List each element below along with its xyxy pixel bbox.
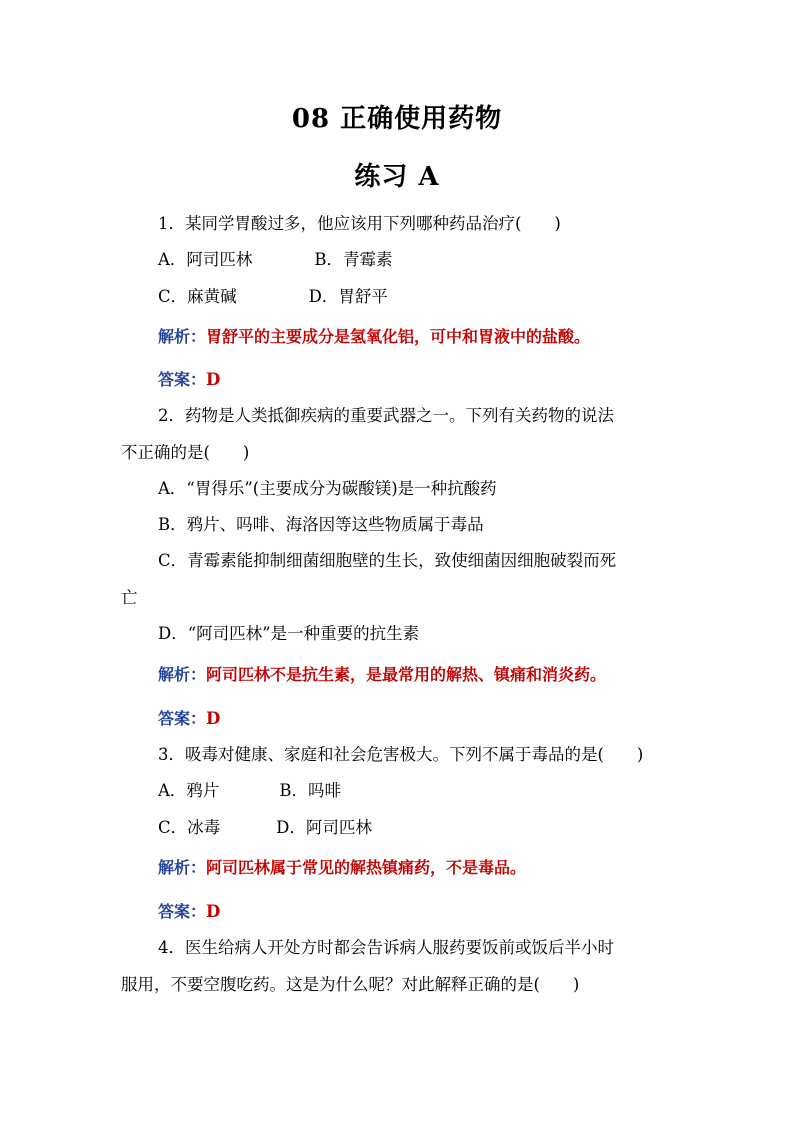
q3-answer <box>158 904 220 921</box>
q2-option-d: D．“阿司匹林”是一种重要的抗生素 <box>158 624 420 643</box>
q1-option-d: D．胃舒平 <box>308 287 388 306</box>
q2-answer <box>158 711 220 728</box>
q3-option-d: D．阿司匹林 <box>276 818 372 837</box>
document-title: 08 正确使用药物 <box>291 104 503 134</box>
q2-option-c-line2: 亡 <box>121 588 138 607</box>
exercise-subtitle: 练习 A <box>354 162 440 192</box>
analysis-label: 解析： <box>158 665 207 684</box>
q2-analysis-text: 阿司匹林不是抗生素，是最常用的解热、镇痛和消炎药。 <box>206 665 607 684</box>
q3-option-a: A．鸦片 <box>158 781 220 800</box>
q1-answer <box>158 372 220 389</box>
q2-answer-value: D <box>206 709 221 728</box>
q2-stem-line1: 2．药物是人类抵御疾病的重要武器之一。下列有关药物的说法 <box>158 406 614 425</box>
q2-option-b: B．鸦片、吗啡、海洛因等这些物质属于毒品 <box>158 515 484 534</box>
q3-stem: 3．吸毒对健康、家庭和社会危害极大。下列不属于毒品的是( ) <box>158 745 644 764</box>
answer-label: 答案： <box>158 370 207 389</box>
q1-option-a: A．阿司匹林 <box>158 250 253 269</box>
answer-label: 答案： <box>158 709 207 728</box>
q1-analysis-text: 胃舒平的主要成分是氢氧化铝，可中和胃液中的盐酸。 <box>206 327 591 346</box>
q1-analysis <box>158 329 590 346</box>
q2-stem-line2: 不正确的是( ) <box>121 443 250 462</box>
answer-label: 答案： <box>158 902 207 921</box>
q1-options-cd <box>158 289 388 306</box>
q2-analysis <box>158 667 606 684</box>
analysis-label: 解析： <box>158 327 207 346</box>
q1-option-b: B．青霉素 <box>314 250 393 269</box>
q1-answer-value: D <box>206 370 221 389</box>
q3-answer-value: D <box>206 902 221 921</box>
q3-analysis <box>158 860 526 877</box>
q1-stem: 1．某同学胃酸过多，他应该用下列哪种药品治疗( ) <box>158 214 561 233</box>
q4-stem-line2: 服用，不要空腹吃药。这是为什么呢？对此解释正确的是( ) <box>121 975 580 994</box>
analysis-label: 解析： <box>158 858 207 877</box>
q3-analysis-text: 阿司匹林属于常见的解热镇痛药，不是毒品。 <box>206 858 527 877</box>
q3-options-cd <box>158 820 372 837</box>
q1-option-c: C．麻黄碱 <box>158 287 237 306</box>
q3-options-ab <box>158 783 341 800</box>
q4-stem-line1: 4．医生给病人开处方时都会告诉病人服药要饭前或饭后半小时 <box>158 938 614 957</box>
q2-option-c-line1: C．青霉素能抑制细菌细胞壁的生长，致使细菌因细胞破裂而死 <box>158 551 617 570</box>
q3-option-b: B．吗啡 <box>279 781 342 800</box>
q1-options-ab <box>158 252 393 269</box>
q2-option-a: A．“胃得乐”(主要成分为碳酸镁)是一种抗酸药 <box>158 479 497 498</box>
q3-option-c: C．冰毒 <box>158 818 221 837</box>
